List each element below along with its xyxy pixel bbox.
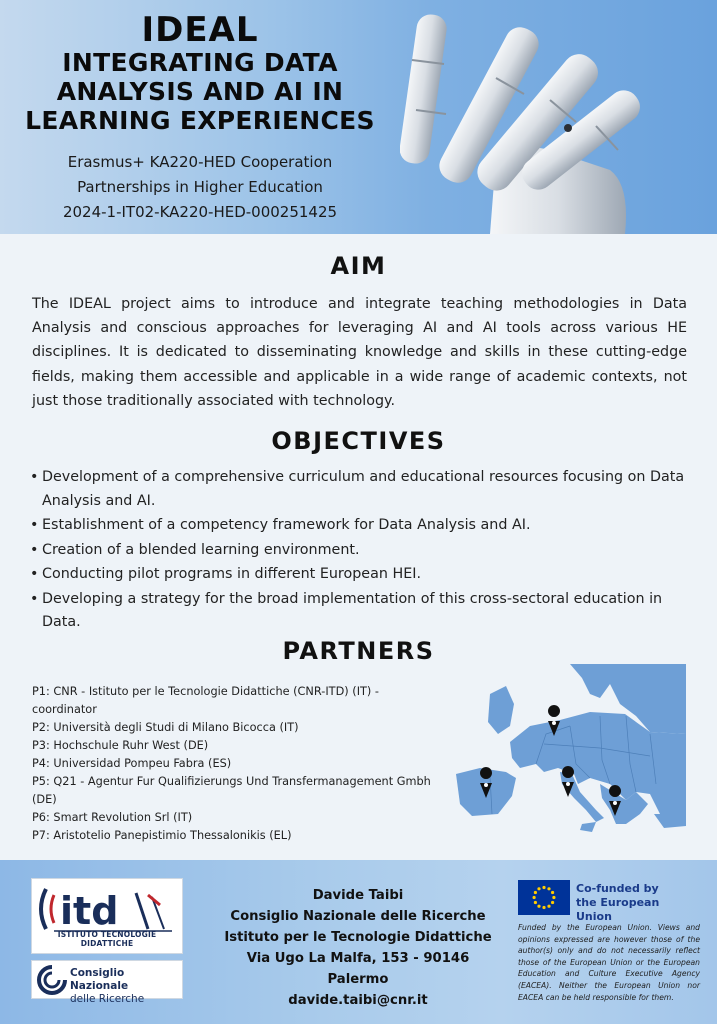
eu-label xyxy=(576,882,698,924)
poster-title xyxy=(0,12,400,135)
objective-text: Developing a strategy for the broad implementation of this cross-sectoral education in Data. xyxy=(42,590,663,630)
footer xyxy=(0,860,717,1024)
itd-logo xyxy=(31,878,183,954)
partners-list xyxy=(32,683,432,845)
partners-heading: PARTNERS xyxy=(282,637,435,665)
bullet-icon: • xyxy=(30,566,39,582)
objective-text: Development of a comprehensive curriculum and educational resources focusing on Data Analysis and AI. xyxy=(42,469,685,509)
cnr-name xyxy=(70,967,182,1006)
objectives-heading: OBJECTIVES xyxy=(271,427,446,455)
objective-item xyxy=(30,514,690,538)
project-acronym: IDEAL xyxy=(141,10,259,50)
program-line-2: Partnerships in Higher Education xyxy=(77,178,323,196)
contact-email[interactable]: davide.taibi@cnr.it xyxy=(288,993,428,1008)
cnr-logo xyxy=(31,960,183,1005)
cnr-line-2: delle Ricerche xyxy=(70,993,145,1005)
eu-line-2: the European Union xyxy=(576,896,660,923)
title-line-2: ANALYSIS AND AI IN xyxy=(56,77,344,106)
objectives-list xyxy=(30,466,690,636)
contact-name: Davide Taibi xyxy=(312,888,404,903)
title-line-3: LEARNING EXPERIENCES xyxy=(25,106,375,135)
partner-item: P7: Aristotelio Panepistimio Thessalonikis (EL) xyxy=(32,829,292,842)
objective-text: Creation of a blended learning environment. xyxy=(42,541,360,558)
objective-item xyxy=(30,539,690,563)
eu-flag-icon xyxy=(518,880,570,915)
europe-map xyxy=(450,664,686,840)
title-line-1: INTEGRATING DATA xyxy=(62,48,338,77)
objective-item xyxy=(30,563,690,587)
partner-item: P6: Smart Revolution Srl (IT) xyxy=(32,811,193,824)
bullet-icon: • xyxy=(30,590,39,607)
aim-paragraph: The IDEAL project aims to introduce and integrate teaching methodologies in Data Analysis and conscious approaches for leveraging AI and AI tools across various HE disciplines. It is dedicated to disseminating knowledge and skills in these cutting-edge fields, making them accessible and applicable in a wide range of academic contexts, not just those traditionally associated with technology. xyxy=(32,296,687,409)
partner-item: P4: Universidad Pompeu Fabra (ES) xyxy=(32,757,232,770)
partner-item: P2: Università degli Studi di Milano Bicocca (IT) xyxy=(32,721,299,734)
objective-text: Conducting pilot programs in different European HEI. xyxy=(42,566,422,582)
contact-org-2: Istituto per le Tecnologie Didattiche xyxy=(224,930,492,945)
partner-item: P1: CNR - Istituto per le Tecnologie Didattiche (CNR-ITD) (IT) - coordinator xyxy=(32,685,379,716)
partner-item: P5: Q21 - Agentur Fur Qualifizierungs Und Transfermanagement Gmbh (DE) xyxy=(32,775,431,806)
robot-hand-image xyxy=(400,0,717,234)
contact-address: Via Ugo La Malfa, 153 - 90146 Palermo xyxy=(246,951,470,987)
eu-line-1: Co-funded by xyxy=(576,882,659,895)
objective-item xyxy=(30,466,690,513)
project-code: 2024-1-IT02-KA220-HED-000251425 xyxy=(62,203,338,221)
bullet-icon: • xyxy=(30,469,39,485)
bullet-icon: • xyxy=(30,541,39,558)
aim-heading: AIM xyxy=(330,252,387,280)
itd-caption: ISTITUTO TECNOLOGIE DIDATTICHE xyxy=(57,930,157,948)
objective-item xyxy=(30,588,690,635)
cnr-emblem-icon xyxy=(36,964,68,996)
cnr-line-1: Consiglio Nazionale xyxy=(70,967,129,992)
objective-text: Establishment of a competency framework for Data Analysis and AI. xyxy=(42,517,531,533)
svg-text:itd: itd xyxy=(60,889,119,933)
header-banner xyxy=(0,0,717,234)
eu-disclaimer: Funded by the European Union. Views and opinions expressed are however those of the author(s) only and do not necessarily reflect those of the European Union or the European Education and Culture Executive Agency (EACEA). Neither the European Union nor EACEA can be held responsible for them. xyxy=(518,923,700,1002)
bullet-icon: • xyxy=(30,517,39,533)
program-line-1: Erasmus+ KA220-HED Cooperation xyxy=(67,153,333,171)
program-info xyxy=(0,150,400,225)
contact-org-1: Consiglio Nazionale delle Ricerche xyxy=(230,909,486,924)
partner-item: P3: Hochschule Ruhr West (DE) xyxy=(32,739,209,752)
eu-cofunded-logo xyxy=(518,880,698,923)
contact-block xyxy=(214,885,502,1011)
